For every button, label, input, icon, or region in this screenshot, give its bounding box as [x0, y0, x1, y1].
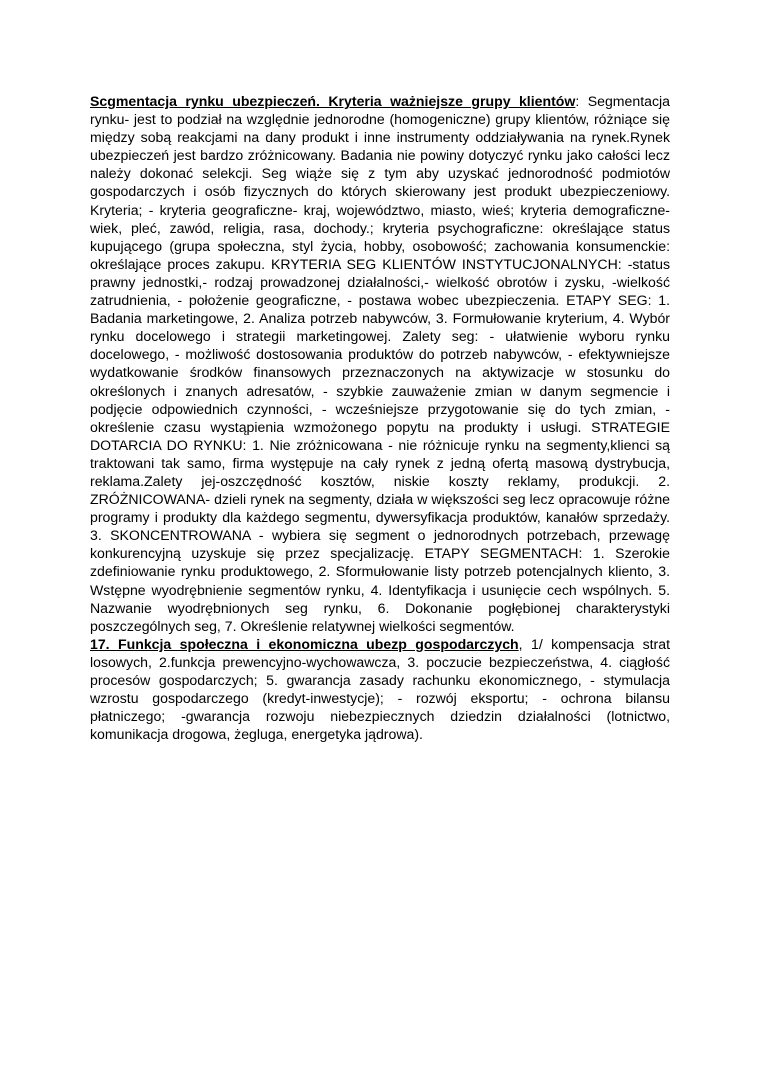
section-segmentacja: [90, 92, 670, 635]
section-text-funkcja: 1/ kompensacja strat losowych, 2.funkcja prewencyjno-wychowawcza, 3. poczucie bezpieczeństwa, 4. ciągłość procesów gospodarczych; 5. gwarancja zasady rachunku ekonomicznego, - stymulacja wzrostu gospodarczego (kredyt-inwestycje); - rozwój eksportu; - ochrona bilansu płatniczego; -gwarancja rozwoju niebezpiecznych dziedzin działalności (lotnictwo, komunikacja drogowa, żegluga, energetyka jądrowa).: [90, 635, 670, 743]
section-funkcja: [90, 635, 670, 744]
document-body: [90, 92, 670, 743]
heading-comma: ,: [518, 635, 523, 652]
heading-colon: :: [575, 93, 580, 109]
section-heading-funkcja: 17. Funkcja społeczna i ekonomiczna ubezp gospodarczych: [90, 635, 519, 652]
section-heading-segmentacja: Scgmentacja rynku ubezpieczeń. Kryteria ważniejsze grupy klientów: [90, 93, 576, 109]
section-text-segmentacja: Segmentacja rynku- jest to podział na względnie jednorodne (homogeniczne) grupy klientów, różniące się między sobą reakcjami na dany produkt i inne instrumenty oddziaływania na rynek.Rynek ubezpieczeń jest bardzo zróżnicowany. Badania nie powiny dotyczyć rynku jako całości lecz należy dokonać selekcji. Seg wiąże się z tym aby uzyskać jednorodność podmiotów gospodarczych i osób fizycznych do których skierowany jest produkt ubezpieczeniowy. Kryteria; - kryteria geograficzne- kraj, województwo, miasto, wieś; kryteria demograficzne-wiek, pleć, zawód, religia, rasa, dochody.; kryteria psychograficzne: określające status kupującego (grupa społeczna, styl życia, hobby, osobowość; zachowania konsumenckie: określające proces zakupu. KRYTERIA SEG KLIENTÓW INSTYTUCJONALNYCH: -status prawny jednostki,- rodzaj prowadzonej działalności,- wielkość obrotów i zysku, -wielkość zatrudnienia, - położenie geograficzne, - postawa wobec ubezpieczenia. ETAPY SEG: 1. Badania marketingowe, 2. Analiza potrzeb nabywców, 3. Formułowanie kryterium, 4. Wybór rynku docelowego i strategii marketingowej. Zalety seg: - ułatwienie wyboru rynku docelowego, - możliwość dostosowania produktów do potrzeb nabywców, - efektywniejsze wydatkowanie środków finansowych przeznaczonych na aktywizacje w stosunku do określonych i znanych adresatów, - szybkie zauważenie zmian w danym segmencie i podjęcie odpowiednich czynności, - wcześniejsze przygotowanie się do tych zmian, - określenie czasu wystąpienia wzmożonego popytu na produkty i usługi. STRATEGIE DOTARCIA DO RYNKU: 1. Nie zróżnicowana - nie różnicuje rynku na segmenty,klienci są traktowani tak samo, firma występuje na cały rynek z jedną ofertą masową dystrybucja, reklama.Zalety jej-oszczędność kosztów, niskie koszty reklamy, produkcji. 2. ZRÓŻNICOWANA- dzieli rynek na segmenty, działa w większości seg lecz opracowuje różne programy i produkty dla każdego segmentu, dywersyfikacja produktów, kanałów sprzedaży. 3. SKONCENTROWANA - wybiera się segment o jednorodnych potrzebach, przewagę konkurencyjną uzyskuje się przez specjalizację. ETAPY SEGMENTACH: 1. Szerokie zdefiniowanie rynku produktowego, 2. Sformułowanie listy potrzeb potencjalnych kliento, 3. Wstępne wyodrębnienie segmentów rynku, 4. Identyfikacja i usunięcie cech wspólnych. 5. Nazwanie wyodrębnionych seg rynku, 6. Dokonanie pogłębionej charakterystyki poszczególnych seg, 7. Określenie relatywnej wielkości segmentów.: [90, 93, 670, 634]
